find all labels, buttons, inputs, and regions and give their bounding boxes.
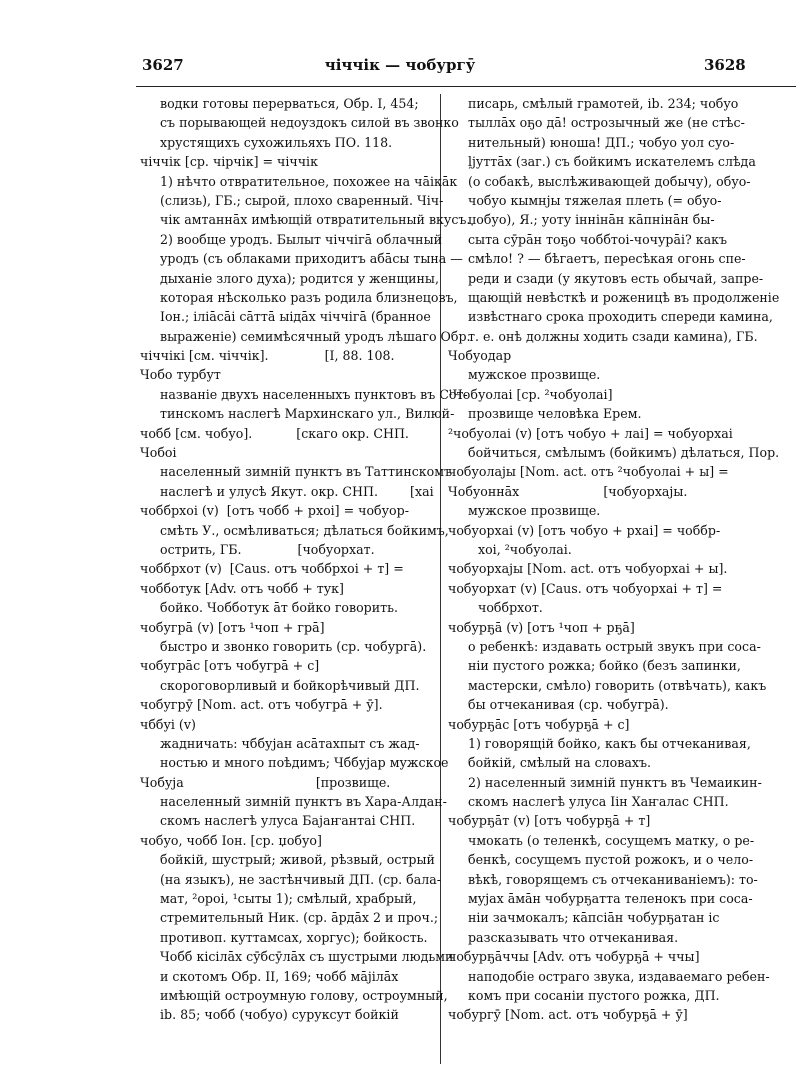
entry-text-line: скомъ наслегѣ улуса Бајаҥантаі СНП. xyxy=(160,813,416,829)
entry-text-line: т. е. онѣ должны ходить сзади камина), ГБ. xyxy=(468,328,758,344)
entry-text-line: ļјуттāх (заг.) съ бойкимъ искателемъ слѣда xyxy=(468,154,756,170)
entry-headword-line: ¹Чобуолаі [ср. ²чобуолаі] xyxy=(448,386,613,402)
entry-text-line: смѣть У., осмѣливаться; дѣлаться бойкимъ, xyxy=(160,522,449,538)
entry-text-line: извѣстнаго срока проходить спереди камина, xyxy=(468,309,773,325)
entry-text-line: 2) населенный зимній пунктъ въ Чемаикин- xyxy=(468,774,762,790)
entry-text-line: 1) нѣчто отвратительное, похожее на чāікāк xyxy=(160,173,458,189)
entry-text-line: противоп. куттамсах, хоргус); бойкость. xyxy=(160,929,428,945)
entry-headword-line: чобб [см. чобуо]. [скаго окр. СНП. xyxy=(140,425,409,441)
entry-text-line: (о собакѣ, выслѣживающей добычу), обуо- xyxy=(468,173,751,189)
entry-text-line: прозвище человѣка Ерем. xyxy=(468,406,642,422)
right-column xyxy=(448,94,780,1025)
entry-headword-line: чобурҕāт (v) [отъ чобурҕā + т] xyxy=(448,813,651,829)
entry-headword-line: Чобуоннāх [чобуорхајы. xyxy=(448,483,688,499)
entry-headword-line: чобуорхат (v) [Caus. отъ чобуорхаі + т] = xyxy=(448,580,723,596)
entry-headword-line: чобуорхаі (v) [отъ чобуо + рхаі] = чоббр- xyxy=(448,522,721,538)
entry-text-line: Іон.; іліāсāі сāттā ыідāх чіччігā (бранное xyxy=(160,309,431,325)
entry-text-line: чобуо кымнјы тяжелая плеть (= обуо- xyxy=(468,192,722,208)
entry-text-line: наслегѣ и улусѣ Якут. окр. СНП. [хаі xyxy=(160,483,434,499)
entry-text-line: мат, ²ороі, ¹сыты 1); смѣлый, храбрый, xyxy=(160,891,417,907)
entry-text-line: џобуо), Я.; уоту іннінāн кāпнінāн бы- xyxy=(468,212,715,228)
entry-text-line: (на языкъ), не застѣнчивый ДП. (ср. бала- xyxy=(160,871,442,887)
entry-text-line: водки готовы перерваться, Обр. I, 454; xyxy=(160,96,419,111)
entry-text-line: ніи пустого рожка; бойко (безъ запинки, xyxy=(468,658,741,674)
entry-headword-line: чобугрӯ [Nom. act. отъ чобугрā + ӯ]. xyxy=(140,697,383,713)
entry-text-line: реди и сзади (у якутовъ есть обычай, запре- xyxy=(468,270,764,286)
entry-text-line: 2) вообще уродъ. Былыт чіччігā облачный xyxy=(160,231,442,247)
entry-headword-line: чббуі (v) xyxy=(140,716,196,732)
entry-text-line: щающій невѣсткѣ и роженицѣ въ продолженіе xyxy=(468,289,780,305)
entry-headword-line: чобботук [Adv. отъ чобб + тук] xyxy=(140,580,344,596)
entry-text-line: скороговорливый и бойкорѣчивый ДП. xyxy=(160,677,420,693)
entry-text-line: бойкій, шустрый; живой, рѣзвый, острый xyxy=(160,852,435,868)
entry-text-line: мужское прозвище. xyxy=(468,503,601,519)
entry-text-line: уродъ (съ облаками приходитъ абāсы тына — xyxy=(160,251,463,267)
entry-text-line: мастерски, смѣло) говорить (отвѣчать), какъ xyxy=(468,677,767,693)
entry-text-line: наподобіе остраго звука, издаваемаго ребен- xyxy=(468,968,770,984)
right-page-number: 3628 xyxy=(704,56,746,74)
entry-text-line: ніи зачмокалъ; кāпсіāн чобурҕатан іс xyxy=(468,910,720,926)
entry-headword-line: чіччікі [см. чіччік]. [I, 88. 108. xyxy=(140,348,395,364)
entry-text-line: бы отчеканивая (ср. чобугрā). xyxy=(468,697,669,713)
entry-text-line: чмокать (о теленкѣ, сосущемъ матку, о ре- xyxy=(468,832,755,848)
entry-headword-line: чобугрā (v) [отъ ¹чоп + грā] xyxy=(140,619,325,635)
entry-text-line: чік амтаннāх имѣющій отвратительный вкусъ. xyxy=(160,212,471,228)
entry-text-line: мужское прозвище. xyxy=(468,367,601,383)
entry-text-line: съ порывающей недоуздокъ силой въ звонко xyxy=(160,115,459,131)
entry-headword-line: чобургӯ [Nom. act. отъ чобурҕā + ӯ] xyxy=(448,1007,688,1023)
entry-text-line: ib. 85; чобб (чобуо) суруксут бойкій xyxy=(160,1007,399,1023)
entry-text-line: чоббрхот. xyxy=(478,600,543,616)
entry-headword-line: чобуолајы [Nom. act. отъ ²чобуолаі + ы] = xyxy=(448,464,729,480)
entry-text-line: и скотомъ Обр. II, 169; чобб мāјілāх xyxy=(160,968,399,984)
entry-text-line: быстро и звонко говорить (ср. чобургā). xyxy=(160,638,427,654)
header-rule xyxy=(136,86,796,87)
entry-headword-line: ²чобуолаі (v) [отъ чобуо + лаі] = чобуорхаі xyxy=(448,425,733,441)
entry-text-line: писарь, смѣлый грамотей, ib. 234; чобуо xyxy=(468,96,739,111)
entry-text-line: разсказывать что отчеканивая. xyxy=(468,929,679,945)
left-page-number: 3627 xyxy=(142,56,184,74)
entry-headword-line: Чобуја [прозвище. xyxy=(140,774,391,790)
entry-text-line: хоі, ²чобуолаі. xyxy=(478,541,572,557)
entry-text-line: сыта сӯрāн тоҕо чоббтоі-чочурāі? какъ xyxy=(468,231,728,247)
entry-text-line: населенный зимній пунктъ въ Таттинскомъ xyxy=(160,464,453,480)
entry-text-line: смѣло! ? — бѣгаетъ, пересѣкая огонь спе- xyxy=(468,251,746,267)
entry-headword-line: Чобо турбут xyxy=(140,367,221,383)
entry-text-line: комъ при сосаніи пустого рожка, ДП. xyxy=(468,987,720,1003)
entry-headword-line: чобурҕāччы [Adv. отъ чобурҕā + ччы] xyxy=(448,949,700,965)
entry-text-line: мујах āмāн чобурҕатта теленокъ при соса- xyxy=(468,891,753,907)
entry-text-line: вѣкѣ, говорящемъ съ отчеканиваніемъ): то- xyxy=(468,871,758,887)
entry-text-line: бойчиться, смѣлымъ (бойкимъ) дѣлаться, Пор. xyxy=(468,445,780,461)
entry-text-line: дыханіе злого духа); родится у женщины, xyxy=(160,270,439,286)
entry-text-line: нительный) юноша! ДП.; чобуо уол суо- xyxy=(468,134,735,150)
entry-text-line: острить, ГБ. [чобуорхат. xyxy=(160,541,375,557)
entry-text-line: выраженіе) семимѣсячный уродъ лѣшаго Обр. xyxy=(160,328,471,344)
entry-text-line: 1) говорящій бойко, какъ бы отчеканивая, xyxy=(468,735,751,751)
entry-text-line: хрустящихъ сухожильяхъ ПО. 118. xyxy=(160,134,393,150)
entry-text-line: стремительный Ник. (ср. āрдāх 2 и проч.; xyxy=(160,910,439,926)
running-title: чіччік — чобургӯ xyxy=(324,56,476,74)
page-header xyxy=(0,56,800,82)
entry-text-line: скомъ наслегѣ улуса Іін Хаҥалас СНП. xyxy=(468,794,729,810)
entry-headword-line: чобурҕāс [отъ чобурҕā + с] xyxy=(448,716,630,732)
entry-text-line: о ребенкѣ: издавать острый звукъ при соса- xyxy=(468,638,761,654)
entry-text-line: бенкѣ, сосущемъ пустой рожокъ, и о чело- xyxy=(468,852,754,868)
entry-text-line: которая нѣсколько разъ родила близнецовъ, xyxy=(160,289,458,305)
entry-headword-line: чобугрāс [отъ чобугрā + с] xyxy=(140,658,320,674)
entry-text-line: тинскомъ наслегѣ Мархинскаго ул., Вилюй- xyxy=(160,406,455,422)
left-column xyxy=(140,94,471,1025)
entry-text-line: населенный зимній пунктъ въ Хара-Алдан- xyxy=(160,794,447,810)
entry-text-line: бойкій, смѣлый на словахъ. xyxy=(468,755,651,771)
entry-text-line: имѣющій остроумную голову, остроумный, xyxy=(160,987,448,1003)
entry-text-line: бойко. Чобботук āт бойко говорить. xyxy=(160,600,398,616)
entry-headword-line: Чобуодар xyxy=(448,348,512,364)
entry-text-line: тыллāх оҕо дā! острозычный же (не стѣс- xyxy=(468,115,745,131)
entry-headword-line: чобуо, чобб Іон. [ср. џобуо] xyxy=(140,832,322,848)
entry-text-line: (слизь), ГБ.; сырой, плохо сваренный. Чіч- xyxy=(160,192,444,208)
entry-text-line: Чобб кісілāх сӯбсӯлāх съ шустрыми людьми xyxy=(160,949,454,965)
entry-headword-line: чобурҕā (v) [отъ ¹чоп + рҕā] xyxy=(448,619,635,635)
entry-text-line: жадничать: чббујан асāтахпыт съ жад- xyxy=(160,735,420,751)
entry-headword-line: Чобоі xyxy=(140,445,177,461)
entry-text-line: названіе двухъ населенныхъ пунктовъ въ Сот- xyxy=(160,386,468,402)
entry-headword-line: чобуорхајы [Nom. act. отъ чобуорхаі + ы]. xyxy=(448,561,728,577)
entry-headword-line: чіччік [ср. чірчік] = чіччік xyxy=(140,154,318,170)
entry-headword-line: чоббрхот (v) [Caus. отъ чоббрхоі + т] = xyxy=(140,561,404,577)
entry-text-line: ностью и много поѣдимъ; Чббујар мужское xyxy=(160,755,449,771)
entry-headword-line: чоббрхоі (v) [отъ чобб + рхоі] = чобуор- xyxy=(140,503,409,519)
